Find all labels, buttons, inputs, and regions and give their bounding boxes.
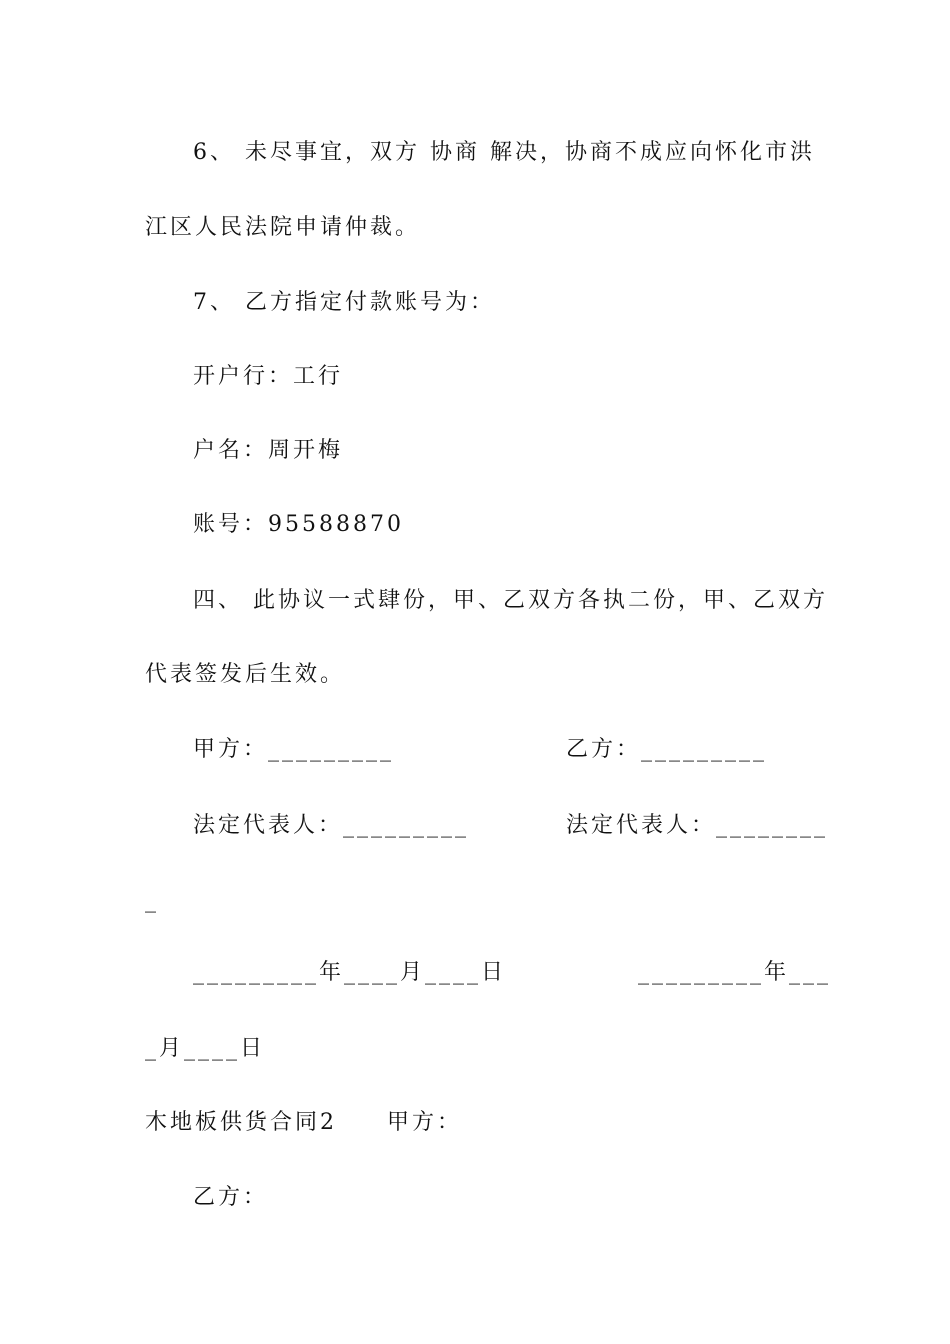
clause-6-line-1: 6、 未尽事宜，双方 协商 解决，协商不成应向怀化市洪 <box>193 140 815 165</box>
party-a-signature-line: 甲方：_________ <box>193 737 395 762</box>
party-b-date-wrap: _月____日 <box>145 1036 266 1061</box>
party-a-representative-line: 法定代表人：_________ <box>193 813 470 838</box>
next-contract-title: 木地板供货合同2 甲方： <box>145 1110 462 1135</box>
clause-7-heading: 7、 乙方指定付款账号为： <box>193 290 495 315</box>
party-a-date-line: _________年____月____日 <box>193 960 507 985</box>
clause-4-line-1: 四、 此协议一式肆份，甲、乙双方各执二份，甲、乙双方 <box>193 588 828 613</box>
account-name-line: 户名：周开梅 <box>193 438 344 463</box>
party-b-date-line: _________年___ <box>638 960 832 985</box>
next-contract-party-b: 乙方： <box>193 1185 269 1210</box>
clause-4-line-2: 代表签发后生效。 <box>145 662 346 687</box>
account-number-line: 账号：95588870 <box>193 512 404 537</box>
party-b-signature-line: 乙方：_________ <box>566 737 768 762</box>
bank-name-line: 开户行：工行 <box>193 364 344 389</box>
party-b-representative-line: 法定代表人：________ <box>566 813 829 838</box>
party-b-representative-wrap: _ <box>145 888 159 913</box>
clause-6-line-2: 江区人民法院申请仲裁。 <box>145 215 421 240</box>
